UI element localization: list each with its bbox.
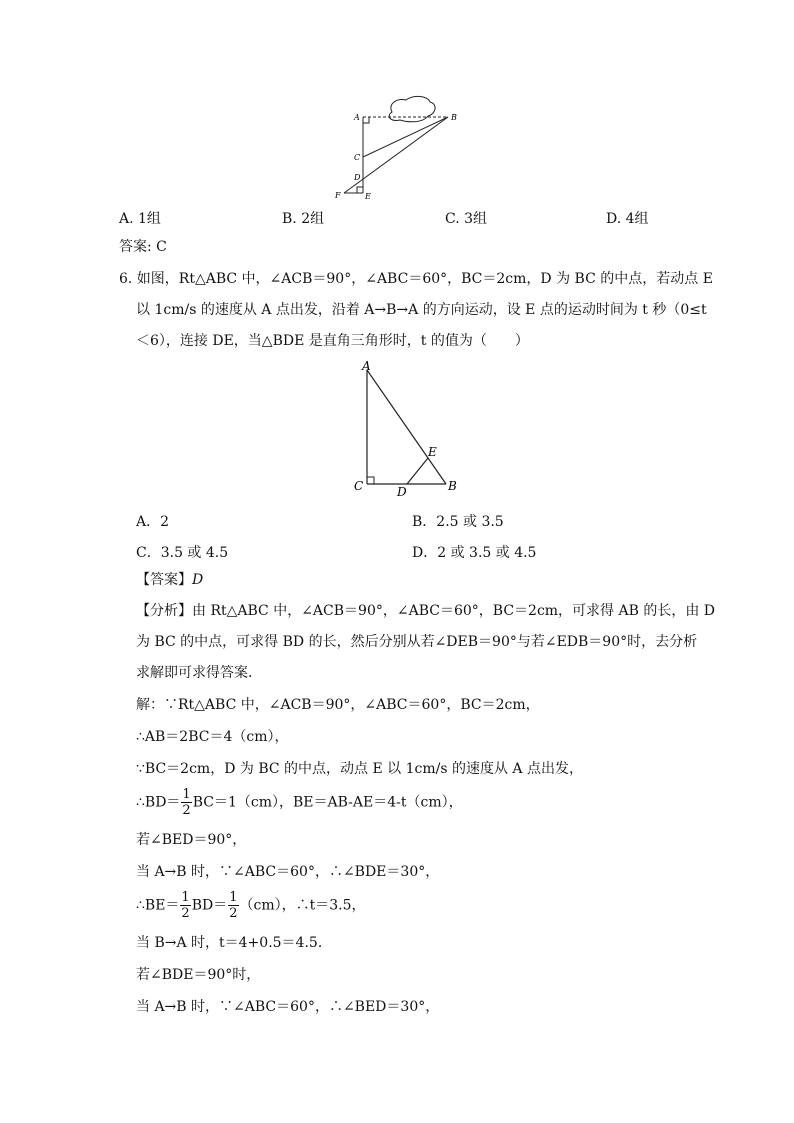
frac-num: 1 [182, 787, 191, 802]
q6-solution-4 [136, 788, 463, 817]
label-e: E [365, 192, 371, 201]
q5-option-c: C. 3组 [445, 211, 488, 227]
fig6-label-b: B [448, 479, 457, 493]
line-bc [363, 117, 448, 157]
label-b: B [451, 113, 457, 122]
fig6-label-a: A [362, 359, 371, 373]
q6-analysis-2: 为 BC 的中点，可求得 BD 的长，然后分别从若∠DEB＝90°与若∠EDB＝90°时，去分析 [136, 634, 698, 650]
frac-den: 2 [229, 906, 238, 921]
label-c: C [354, 153, 361, 162]
q6-solution-2: ∴AB＝2BC＝4（cm）， [136, 729, 289, 745]
line-ab [367, 370, 446, 484]
q5-option-d: D. 4组 [606, 211, 649, 227]
q6-option-d: D．2 或 3.5 或 4.5 [412, 545, 537, 561]
line-de [407, 458, 428, 484]
label-f: F [335, 191, 341, 200]
frac-den: 2 [182, 803, 191, 818]
frac-num: 1 [229, 890, 238, 905]
q6-line-1: 6. 如图，Rt△ABC 中，∠ACB＝90°，∠ABC＝60°，BC＝2cm，D 为 BC 的中点，若动点 E [119, 271, 713, 287]
fraction-half [181, 788, 191, 817]
fig6-label-d: D [397, 485, 407, 498]
cloud-shape [389, 96, 435, 121]
q6-option-b: B．2.5 或 3.5 [412, 514, 504, 530]
fig6-label-c: C [354, 479, 364, 493]
q6-analysis-1 [136, 604, 715, 618]
q6-option-a: A．2 [136, 514, 170, 530]
q6-solution-10: 当 A→B 时，∵∠ABC＝60°，∴∠BED＝30°， [136, 999, 440, 1015]
q6-solution-8: 当 B→A 时，t＝4+0.5＝4.5． [136, 935, 332, 951]
answer-value: D [192, 572, 204, 588]
q6-solution-3: ∵BC＝2cm，D 为 BC 的中点，动点 E 以 1cm/s 的速度从 A 点出发， [136, 761, 583, 777]
q6-solution-1: 解：∵Rt△ABC 中，∠ACB＝90°，∠ABC＝60°，BC＝2cm， [136, 697, 540, 713]
label-a: A [354, 113, 360, 122]
q6-line-2: 以 1cm/s 的速度从 A 点出发，沿着 A→B→A 的方向运动，设 E 点的运动时间为 t 秒（0≤t [136, 302, 707, 318]
q6-analysis-3: 求解即可求得答案． [136, 665, 262, 681]
sol4-pre: ∴BD＝ [136, 794, 181, 811]
figure-q6 [350, 358, 470, 498]
q6-answer [136, 573, 203, 587]
figure-q5 [330, 92, 470, 204]
fraction-half-a [180, 891, 190, 920]
q6-solution-6: 当 A→B 时，∵∠ABC＝60°，∴∠BDE＝30°， [136, 864, 440, 880]
sol4-post: BC＝1（cm），BE＝AB-AE＝4-t（cm）， [192, 794, 463, 811]
analysis-tag: 【分析】 [136, 603, 192, 619]
label-d: D [354, 173, 361, 182]
sol7-post: （cm），∴t＝3.5， [239, 897, 366, 914]
fig6-label-e: E [428, 445, 437, 459]
q6-option-c: C．3.5 或 4.5 [136, 545, 229, 561]
q5-option-a: A. 1组 [119, 211, 161, 227]
q6-solution-5: 若∠BED＝90°， [136, 832, 247, 848]
sol7-mid: BD＝ [191, 897, 228, 914]
sol7-pre: ∴BE＝ [136, 897, 180, 914]
frac-den: 2 [181, 906, 190, 921]
q5-option-b: B. 2组 [282, 211, 325, 227]
fraction-half-b [228, 891, 238, 920]
q5-answer: 答案: C [119, 239, 167, 255]
q6-solution-7 [136, 891, 366, 920]
analysis-text-1: 由 Rt△ABC 中，∠ACB＝90°，∠ABC＝60°，BC＝2cm，可求得 AB 的长，由 D [192, 603, 716, 619]
q6-line-3: ＜6），连接 DE，当△BDE 是直角三角形时，t 的值为（ ） [136, 333, 529, 349]
q6-solution-9: 若∠BDE＝90°时， [136, 967, 261, 983]
answer-tag: 【答案】 [136, 572, 192, 588]
frac-num: 1 [181, 890, 190, 905]
